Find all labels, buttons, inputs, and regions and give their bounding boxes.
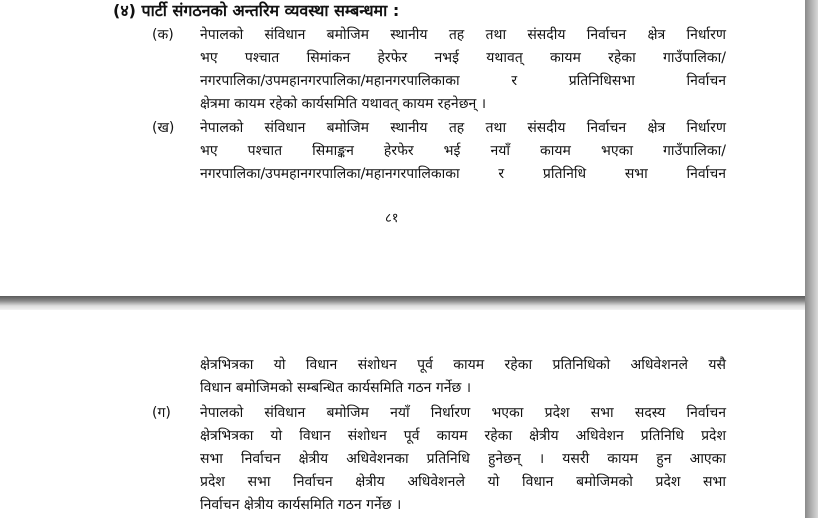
text-line: सभा निर्वाचन क्षेत्रीय अधिवेशनका प्रतिनिधि हुनेछन् । यसरी कायम हुन आएका <box>200 451 726 467</box>
list-marker: (क) <box>152 27 174 43</box>
paragraph-text <box>200 117 726 186</box>
list-marker: (ख) <box>152 120 175 136</box>
text-line: क्षेत्रभित्रका यो विधान संशोधन पूर्व कायम रहेका क्षेत्रीय अधिवेशन प्रतिनिधि प्रदेश <box>200 428 726 444</box>
text-line: नेपालको संविधान बमोजिम स्थानीय तह तथा संसदीय निर्वाचन क्षेत्र निर्धारण <box>200 120 726 136</box>
paragraph-text <box>200 402 726 517</box>
text-line: भए पश्चात सिमाङ्कन हेरफेर भई नयाँ कायम भएका गाउँपालिका/ <box>200 143 726 159</box>
text-line: नगरपालिका/उपमहानगरपालिका/महानगरपालिकाका र प्रतिनिधि सभा निर्वाचन <box>200 166 726 182</box>
text-line: भए पश्चात सिमांकन हेरफेर नभई यथावत् कायम रहेका गाउँपालिका/ <box>200 50 726 66</box>
viewer-scroll-gutter[interactable] <box>805 0 818 518</box>
paragraph-text <box>200 354 726 400</box>
paragraph-text <box>200 24 726 116</box>
text-line: नगरपालिका/उपमहानगरपालिका/महानगरपालिकाका र प्रतिनिधिसभा निर्वाचन <box>200 73 726 89</box>
text-line: विधान बमोजिमको सम्बन्धित कार्यसमिति गठन गर्नेछ । <box>200 380 472 396</box>
page-number: ८१ <box>385 211 399 226</box>
text-line: नेपालको संविधान बमोजिम स्थानीय तह तथा संसदीय निर्वाचन क्षेत्र निर्धारण <box>200 27 726 43</box>
text-line: क्षेत्रमा कायम रहेको कार्यसमिति यथावत् कायम रहनेछन् । <box>200 96 487 112</box>
document-page-lower <box>0 310 805 518</box>
page-separator <box>0 296 818 310</box>
list-marker: (ग) <box>152 405 171 421</box>
section-heading: (४) पार्टी संगठनको अन्तरिम व्यवस्था सम्बन्धमा : <box>113 1 400 20</box>
text-line: क्षेत्रभित्रका यो विधान संशोधन पूर्व कायम रहेका प्रतिनिधिको अधिवेशनले यसै <box>200 357 726 373</box>
text-line: प्रदेश सभा निर्वाचन क्षेत्रीय अधिवेशनले यो विधान बमोजिमको प्रदेश सभा <box>200 474 726 490</box>
text-line: नेपालको संविधान बमोजिम नयाँ निर्धारण भएका प्रदेश सभा सदस्य निर्वाचन <box>200 405 726 421</box>
text-line: निर्वाचन क्षेत्रीय कार्यसमिति गठन गर्नेछ । <box>200 497 402 513</box>
